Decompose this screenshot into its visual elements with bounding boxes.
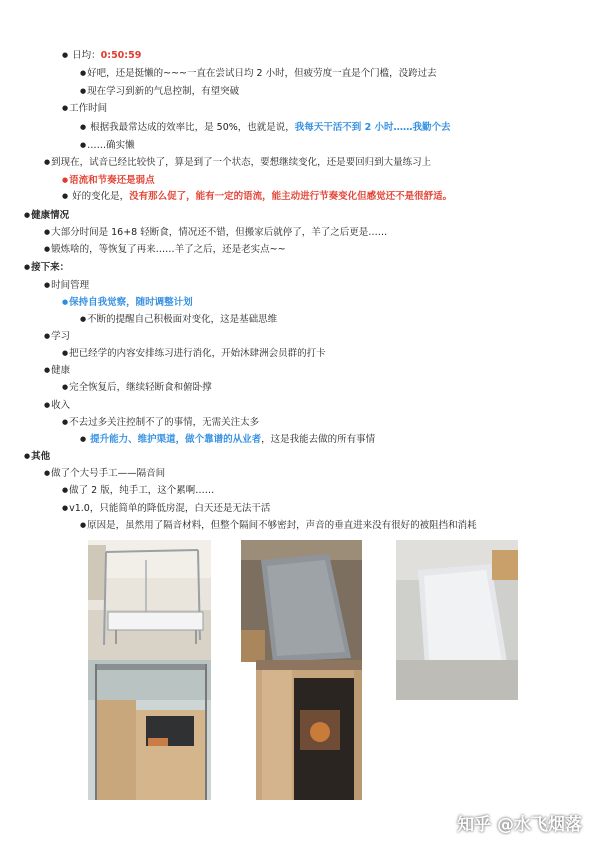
list-item: ● 好吧，还是挺懒的~~~一直在尝试日均 2 小时，但疲劳度一直是个门槛，没跨过去 — [80, 67, 437, 81]
list-item: ● 原因是，虽然用了隔音材料，但整个隔间不够密封，声音的垂直进来没有很好的被阻挡和消耗 — [80, 519, 477, 533]
list-item: ● 大部分时间是 16+8 轻断食，情况还不错，但搬家后就停了，羊了之后更是…… — [44, 226, 387, 240]
photo-booth-door — [256, 660, 362, 800]
photo-gray-panel — [241, 540, 362, 662]
list-item: ● 把已经学的内容安排练习进行消化，开始沐肆洲会员群的打卡 — [62, 347, 326, 361]
list-item: ● v1.0，只能简单的降低房混，白天还是无法干活 — [62, 502, 270, 516]
watermark: 知乎 @水飞烟落 — [457, 815, 582, 835]
list-item: ● ……确实懒 — [80, 139, 135, 153]
list-item: ● 根据我最常达成的效率比，是 50%，也就是说，我每天干活不到 2 小时……我勤个去 — [80, 121, 451, 135]
list-item: ● 好的变化是，没有那么促了，能有一定的语流，能主动进行节奏变化但感觉还不是很舒适。 — [62, 190, 452, 204]
daily-average-line: ● 日均：0:50:59 — [62, 49, 141, 63]
list-item: ● 到现在，试音已经比较快了，算是到了一个状态，要想继续变化，还是要回归到大量练习上 — [44, 156, 431, 170]
list-item: ● 提升能力、维护渠道，做个靠谱的从业者，这是我能去做的所有事情 — [80, 433, 375, 447]
section-heading-next: ● 接下来： — [24, 261, 69, 275]
list-item: ● 收入 — [44, 399, 70, 413]
section-heading-other: ● 其他 — [24, 450, 50, 464]
list-item: ● 健康 — [44, 364, 70, 378]
list-item: ● 时间管理 — [44, 279, 89, 293]
list-item: ● 不去过多关注控制不了的事情，无需关注太多 — [62, 416, 259, 430]
list-item: ● 做了个大号手工——隔音间 — [44, 467, 165, 481]
list-item: ● 保持自我觉察，随时调整计划 — [62, 296, 193, 310]
list-item: ● 不断的提醒自己积极面对变化，这是基础思维 — [80, 313, 277, 327]
list-item: ● 做了 2 版，纯手工，这个累啊…… — [62, 484, 214, 498]
photo-silver-mat — [396, 540, 518, 700]
list-item: ● 学习 — [44, 330, 70, 344]
daily-average-value: 0:50:59 — [100, 50, 142, 61]
list-item: ● 完全恢复后，继续轻断食和俯卧撑 — [62, 381, 212, 395]
list-item: ● 现在学习到新的气息控制，有望突破 — [80, 85, 239, 99]
list-item: ● 语流和节奏还是弱点 — [62, 174, 155, 188]
photo-booth-frame — [88, 540, 211, 660]
list-item: ● 工作时间 — [62, 102, 107, 116]
section-heading-health: ● 健康情况 — [24, 209, 69, 223]
list-item: ● 锻炼啥的，等恢复了再来……羊了之后，还是老实点~~ — [44, 243, 286, 257]
photo-booth-panels — [88, 660, 211, 800]
